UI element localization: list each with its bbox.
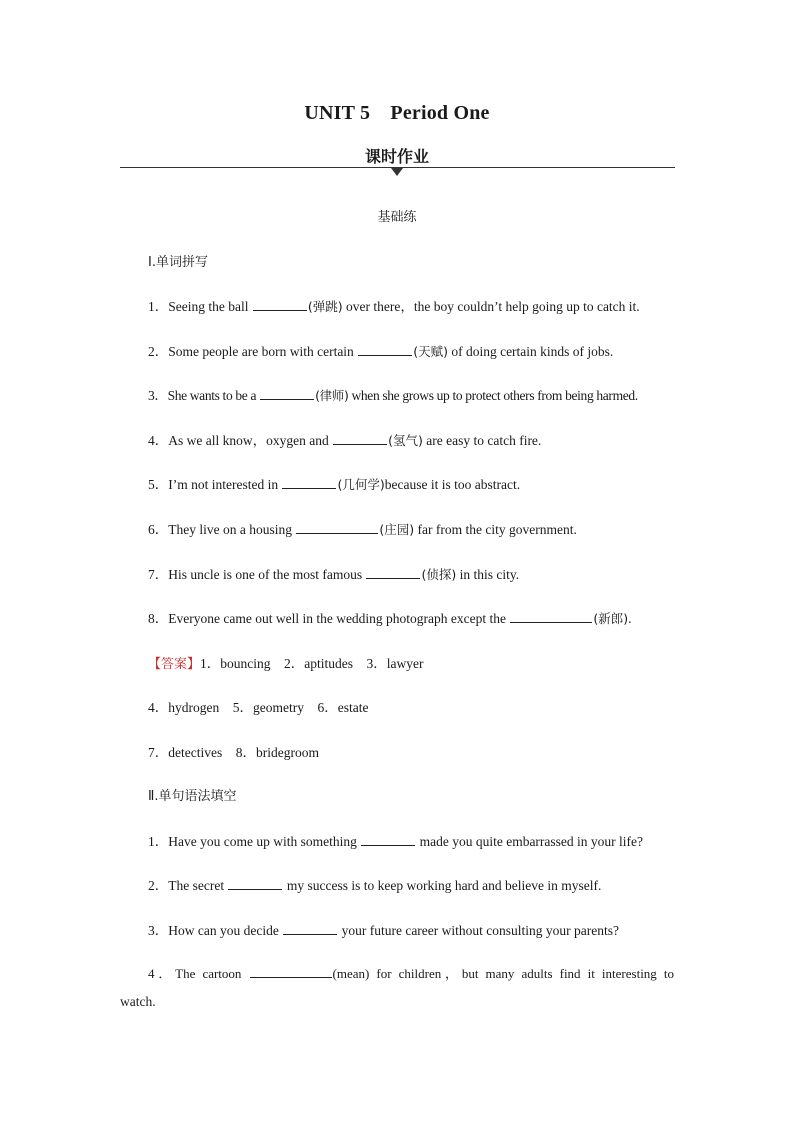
answer-blank[interactable] bbox=[366, 577, 420, 579]
part1-question-8: 8．Everyone came out well in the wedding photograph except the (新郎). bbox=[148, 611, 632, 626]
answer-line-3: 7．detectives 8．bridegroom bbox=[148, 745, 319, 760]
part1-question-7: 7．His uncle is one of the most famous (侦探) in this city. bbox=[148, 567, 520, 582]
answer-blank[interactable] bbox=[260, 398, 314, 400]
part1-question-2: 2．Some people are born with certain (天赋) of doing certain kinds of jobs. bbox=[148, 344, 614, 359]
part2-heading: Ⅱ.单句语法填空 bbox=[148, 789, 237, 804]
part2-question-4: 4．The cartoon (mean) for children，but many adults find it interesting to bbox=[148, 966, 674, 981]
part1-question-3: 3．She wants to be a (律师) when she grows up to protect others from being harmed. bbox=[148, 388, 638, 403]
answer-line-2: 4．hydrogen 5．geometry 6．estate bbox=[148, 700, 369, 715]
part2-question-3: 3．How can you decide your future career without consulting your parents? bbox=[148, 923, 620, 938]
part1-question-4: 4．As we all know，oxygen and (氢气) are easy to catch fire. bbox=[148, 433, 542, 448]
part1-question-1: 1．Seeing the ball (弹跳) over there，the boy couldn’t help going up to catch it. bbox=[148, 299, 640, 314]
section-title: 基础练 bbox=[377, 210, 417, 225]
part1-question-5: 5．I’m not interested in (几何学)because it is too abstract. bbox=[148, 477, 521, 492]
answer-blank[interactable] bbox=[228, 888, 282, 890]
answer-label: 【答案】 bbox=[148, 657, 201, 672]
answer-blank[interactable] bbox=[333, 443, 387, 445]
part2-question-2: 2．The secret my success is to keep working hard and believe in myself. bbox=[148, 878, 602, 893]
answer-blank[interactable] bbox=[358, 354, 412, 356]
answer-blank[interactable] bbox=[296, 532, 378, 534]
divider-triangle-icon bbox=[391, 168, 403, 176]
page-title: UNIT 5 Period One bbox=[304, 102, 490, 124]
part1-heading: Ⅰ.单词拼写 bbox=[148, 255, 208, 270]
answer-blank[interactable] bbox=[250, 976, 332, 978]
part2-question-1: 1．Have you come up with something made you quite embarrassed in your life? bbox=[148, 834, 644, 849]
answer-line-1: 【答案】1．bouncing 2．aptitudes 3．lawyer bbox=[148, 656, 424, 672]
answer-blank[interactable] bbox=[361, 844, 415, 846]
answer-blank[interactable] bbox=[253, 309, 307, 311]
answer-blank[interactable] bbox=[282, 487, 336, 489]
answer-blank[interactable] bbox=[510, 621, 592, 623]
page-subtitle: 课时作业 bbox=[364, 147, 429, 166]
part2-question-4-continued: watch. bbox=[120, 994, 156, 1009]
part1-question-6: 6．They live on a housing (庄园) far from the city government. bbox=[148, 522, 577, 537]
answer-blank[interactable] bbox=[283, 933, 337, 935]
